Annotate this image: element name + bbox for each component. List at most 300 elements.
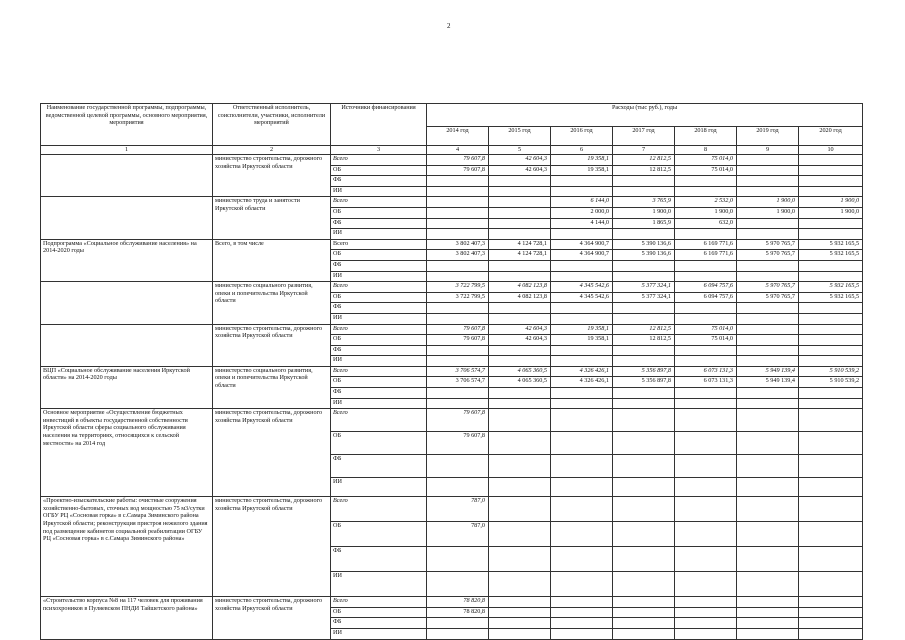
amount-cell [737,176,799,187]
source-cell: Всего [331,597,427,608]
header-year: 2019 год [737,127,799,146]
amount-cell: 5 932 165,5 [799,250,863,261]
source-cell: ОБ [331,207,427,218]
source-cell: Всего [331,366,427,377]
amount-cell [551,186,613,197]
amount-cell [551,388,613,399]
source-cell: ОБ [331,432,427,455]
program-name-cell [41,155,213,197]
amount-cell: 5 970 765,7 [737,282,799,293]
amount-cell: 1 865,9 [613,218,675,229]
source-cell: ОБ [331,522,427,547]
executor-cell: Всего, в том числе [213,239,331,281]
amount-cell [799,155,863,166]
table-row [41,239,863,250]
amount-cell [799,388,863,399]
amount-cell: 5 910 539,2 [799,366,863,377]
source-cell: ФБ [331,176,427,187]
amount-cell [799,218,863,229]
table-row [41,597,863,608]
amount-cell [799,547,863,572]
source-cell: ИИ [331,313,427,324]
amount-cell [489,388,551,399]
source-cell: ФБ [331,218,427,229]
amount-cell [427,629,489,640]
amount-cell: 78 820,8 [427,607,489,618]
amount-cell [551,313,613,324]
amount-cell [489,522,551,547]
amount-cell [675,455,737,478]
column-number: 9 [737,146,799,155]
source-cell: ОБ [331,165,427,176]
amount-cell [675,388,737,399]
amount-cell [551,597,613,608]
source-cell: ФБ [331,547,427,572]
table-row [41,497,863,522]
amount-cell: 6 073 131,3 [675,377,737,388]
amount-cell [737,303,799,314]
header-year: 2016 год [551,127,613,146]
amount-cell [427,303,489,314]
amount-cell: 19 358,1 [551,324,613,335]
amount-cell [737,522,799,547]
amount-cell [551,356,613,367]
source-cell: ИИ [331,229,427,240]
amount-cell [737,186,799,197]
amount-cell: 3 706 574,7 [427,366,489,377]
amount-cell: 5 356 897,8 [613,377,675,388]
amount-cell [675,409,737,432]
amount-cell [737,218,799,229]
amount-cell [737,324,799,335]
column-number: 8 [675,146,737,155]
amount-cell [427,547,489,572]
header-year: 2015 год [489,127,551,146]
amount-cell: 75 014,0 [675,335,737,346]
amount-cell [489,260,551,271]
table-row [41,409,863,432]
amount-cell [489,455,551,478]
amount-cell [489,497,551,522]
amount-cell [613,455,675,478]
amount-cell [489,176,551,187]
amount-cell: 75 014,0 [675,165,737,176]
amount-cell [551,522,613,547]
source-cell: ФБ [331,345,427,356]
amount-cell [737,607,799,618]
amount-cell [613,388,675,399]
source-cell: ИИ [331,629,427,640]
source-cell: Всего [331,155,427,166]
amount-cell [489,303,551,314]
program-name-cell: «Проектно-изыскательские работы: очистные сооружения хозяйственно-бытовых, сточных вод мощностью 75 м3/сутки ОГБУ РЦ «Сосновая горка» в с.Самара Зиминского района Иркутской области; реконструкция пристроя нежилого здания под размещение кабинетов социальной реабилитации ОГБУ РЦ «Сосновая горка» в с.Самара Зиминского района» [41,497,213,597]
source-cell: ФБ [331,388,427,399]
header-executor: Ответственный исполнитель, соисполнители, участники, исполнители мероприятий [213,104,331,146]
source-cell: ФБ [331,260,427,271]
amount-cell [489,229,551,240]
amount-cell: 5 390 136,6 [613,250,675,261]
program-name-cell: Основное мероприятие «Осуществление бюджетных инвестиций в объекты государственной собственности Иркутской области сферы социального обслуживания населения на территориях, относящихся к сельской местности» на 2014 год [41,409,213,497]
amount-cell [799,335,863,346]
amount-cell [799,607,863,618]
amount-cell: 5 932 165,5 [799,282,863,293]
amount-cell: 42 604,3 [489,155,551,166]
amount-cell: 3 802 407,3 [427,239,489,250]
amount-cell [489,572,551,597]
amount-cell: 79 607,8 [427,165,489,176]
amount-cell [799,345,863,356]
amount-cell [613,229,675,240]
amount-cell [427,218,489,229]
amount-cell: 4 065 360,5 [489,377,551,388]
source-cell: ОБ [331,250,427,261]
amount-cell: 5 356 897,8 [613,366,675,377]
column-number: 5 [489,146,551,155]
program-name-cell: Подпрограмма «Социальное обслуживание населения» на 2014-2020 годы [41,239,213,281]
amount-cell [613,478,675,497]
amount-cell [551,398,613,409]
amount-cell [799,303,863,314]
amount-cell [799,313,863,324]
executor-cell: министерство труда и занятости Иркутской области [213,197,331,239]
table-row [41,197,863,208]
amount-cell [613,186,675,197]
amount-cell [613,398,675,409]
amount-cell [489,218,551,229]
column-number: 2 [213,146,331,155]
amount-cell [489,398,551,409]
amount-cell [675,313,737,324]
amount-cell [427,455,489,478]
amount-cell [737,388,799,399]
amount-cell [489,478,551,497]
amount-cell [613,497,675,522]
column-number: 4 [427,146,489,155]
executor-cell: министерство социального развития, опеки и попечительства Иркутской области [213,282,331,324]
amount-cell [675,618,737,629]
amount-cell: 3 706 574,7 [427,377,489,388]
amount-cell: 6 144,0 [551,197,613,208]
source-cell: ИИ [331,186,427,197]
amount-cell [675,432,737,455]
amount-cell: 4 326 426,1 [551,377,613,388]
amount-cell: 2 532,0 [675,197,737,208]
amount-cell: 75 014,0 [675,324,737,335]
amount-cell: 1 900,0 [799,197,863,208]
amount-cell: 79 607,8 [427,324,489,335]
amount-cell [613,303,675,314]
amount-cell [737,432,799,455]
amount-cell: 5 932 165,5 [799,239,863,250]
amount-cell [427,478,489,497]
amount-cell [427,313,489,324]
amount-cell [799,260,863,271]
amount-cell [799,409,863,432]
amount-cell [799,618,863,629]
amount-cell: 1 900,0 [737,207,799,218]
amount-cell [613,260,675,271]
amount-cell [737,165,799,176]
amount-cell: 4 345 542,6 [551,282,613,293]
header-year: 2017 год [613,127,675,146]
amount-cell [427,271,489,282]
executor-cell: министерство социального развития, опеки и попечительства Иркутской области [213,366,331,408]
header-sources: Источники финансирования [331,104,427,146]
program-name-cell [41,197,213,239]
amount-cell [675,547,737,572]
table-row [41,282,863,293]
amount-cell [427,572,489,597]
executor-cell: министерство строительства, дорожного хозяйства Иркутской области [213,497,331,597]
amount-cell [489,356,551,367]
amount-cell [675,303,737,314]
amount-cell: 79 607,8 [427,155,489,166]
amount-cell [551,303,613,314]
amount-cell [675,497,737,522]
header-year: 2020 год [799,127,863,146]
amount-cell: 6 169 771,6 [675,250,737,261]
amount-cell [551,547,613,572]
amount-cell [799,597,863,608]
amount-cell [737,572,799,597]
amount-cell: 1 900,0 [675,207,737,218]
header-program-name: Наименование государственной программы, подпрограммы, ведомственной целевой программы, основного мероприятия, мероприятия [41,104,213,146]
amount-cell [613,597,675,608]
amount-cell [489,432,551,455]
amount-cell [427,176,489,187]
amount-cell: 4 082 123,8 [489,292,551,303]
amount-cell: 3 722 799,5 [427,282,489,293]
amount-cell [737,271,799,282]
amount-cell: 5 970 765,7 [737,292,799,303]
amount-cell [737,345,799,356]
amount-cell [489,186,551,197]
program-name-cell [41,324,213,366]
source-cell: ИИ [331,356,427,367]
amount-cell [551,455,613,478]
amount-cell [427,345,489,356]
amount-cell: 1 900,0 [737,197,799,208]
amount-cell: 5 932 165,5 [799,292,863,303]
amount-cell [737,629,799,640]
source-cell: Всего [331,197,427,208]
source-cell: Всего [331,324,427,335]
amount-cell [613,409,675,432]
amount-cell [551,497,613,522]
amount-cell: 3 722 799,5 [427,292,489,303]
amount-cell: 4 065 360,5 [489,366,551,377]
amount-cell [737,597,799,608]
amount-cell [613,345,675,356]
amount-cell [551,176,613,187]
source-cell: Всего [331,282,427,293]
amount-cell [799,455,863,478]
amount-cell [427,186,489,197]
amount-cell: 1 900,0 [799,207,863,218]
amount-cell [613,572,675,597]
amount-cell [799,629,863,640]
amount-cell: 42 604,3 [489,324,551,335]
amount-cell [737,497,799,522]
amount-cell [799,229,863,240]
amount-cell [675,345,737,356]
amount-cell: 5 390 136,6 [613,239,675,250]
amount-cell: 4 124 728,1 [489,239,551,250]
amount-cell: 12 812,5 [613,165,675,176]
amount-cell: 12 812,5 [613,155,675,166]
header-expenses: Расходы (тыс руб.), годы [427,104,863,127]
amount-cell [489,547,551,572]
amount-cell [613,271,675,282]
executor-cell: министерство строительства, дорожного хозяйства Иркутской области [213,324,331,366]
amount-cell: 5 910 539,2 [799,377,863,388]
budget-table [40,103,863,640]
amount-cell [737,260,799,271]
amount-cell: 5 377 324,1 [613,292,675,303]
amount-cell [427,207,489,218]
amount-cell [489,207,551,218]
amount-cell [427,229,489,240]
amount-cell [489,345,551,356]
amount-cell [799,186,863,197]
source-cell: ИИ [331,478,427,497]
amount-cell: 4 345 542,6 [551,292,613,303]
amount-cell: 5 970 765,7 [737,250,799,261]
amount-cell [799,432,863,455]
amount-cell [427,618,489,629]
amount-cell [799,572,863,597]
amount-cell: 5 377 324,1 [613,282,675,293]
amount-cell [675,522,737,547]
source-cell: Всего [331,239,427,250]
amount-cell [551,229,613,240]
amount-cell: 79 607,8 [427,335,489,346]
amount-cell [675,260,737,271]
amount-cell [799,271,863,282]
amount-cell: 787,0 [427,497,489,522]
amount-cell [489,618,551,629]
amount-cell [489,629,551,640]
amount-cell [551,345,613,356]
amount-cell [675,356,737,367]
amount-cell: 2 000,0 [551,207,613,218]
source-cell: ФБ [331,455,427,478]
amount-cell: 4 124 728,1 [489,250,551,261]
source-cell: ОБ [331,292,427,303]
amount-cell [551,618,613,629]
amount-cell [489,313,551,324]
amount-cell: 42 604,3 [489,165,551,176]
amount-cell [489,271,551,282]
amount-cell [799,356,863,367]
amount-cell [675,398,737,409]
column-number: 3 [331,146,427,155]
column-number: 6 [551,146,613,155]
amount-cell [737,409,799,432]
amount-cell [613,176,675,187]
amount-cell [551,409,613,432]
amount-cell [675,629,737,640]
amount-cell [613,432,675,455]
amount-cell: 4 082 123,8 [489,282,551,293]
table-row [41,155,863,166]
amount-cell: 6 073 131,3 [675,366,737,377]
amount-cell [675,607,737,618]
amount-cell [427,356,489,367]
amount-cell [675,176,737,187]
amount-cell [799,398,863,409]
amount-cell [551,260,613,271]
amount-cell [737,356,799,367]
column-number: 7 [613,146,675,155]
amount-cell [613,629,675,640]
amount-cell: 78 820,8 [427,597,489,608]
amount-cell [799,176,863,187]
amount-cell: 4 144,0 [551,218,613,229]
amount-cell [613,313,675,324]
amount-cell [427,398,489,409]
amount-cell [551,271,613,282]
source-cell: ИИ [331,572,427,597]
amount-cell [675,478,737,497]
amount-cell: 4 364 900,7 [551,250,613,261]
amount-cell: 6 169 771,6 [675,239,737,250]
amount-cell: 1 900,0 [613,207,675,218]
amount-cell [737,478,799,497]
amount-cell: 79 607,8 [427,432,489,455]
executor-cell: министерство строительства, дорожного хозяйства Иркутской области [213,155,331,197]
amount-cell [551,629,613,640]
amount-cell [551,607,613,618]
amount-cell [737,398,799,409]
source-cell: ИИ [331,271,427,282]
amount-cell [675,229,737,240]
amount-cell [675,597,737,608]
amount-cell [489,607,551,618]
amount-cell [551,432,613,455]
source-cell: ОБ [331,607,427,618]
amount-cell: 3 765,9 [613,197,675,208]
amount-cell [489,409,551,432]
amount-cell [675,186,737,197]
amount-cell [427,388,489,399]
amount-cell: 787,0 [427,522,489,547]
amount-cell [737,313,799,324]
column-number: 1 [41,146,213,155]
executor-cell: министерство строительства, дорожного хозяйства Иркутской области [213,409,331,497]
source-cell: ФБ [331,303,427,314]
amount-cell [613,618,675,629]
amount-cell: 5 970 765,7 [737,239,799,250]
amount-cell: 632,0 [675,218,737,229]
amount-cell: 19 358,1 [551,155,613,166]
amount-cell [613,356,675,367]
amount-cell [737,335,799,346]
header-year: 2018 год [675,127,737,146]
amount-cell: 4 326 426,1 [551,366,613,377]
program-name-cell: «Строительство корпуса №8 на 117 человек для проживания психохроников в Пуляевском ПНДИ Тайшетского района» [41,597,213,639]
amount-cell [737,155,799,166]
amount-cell [613,547,675,572]
amount-cell [799,165,863,176]
source-cell: ФБ [331,618,427,629]
source-cell: ИИ [331,398,427,409]
amount-cell [737,618,799,629]
amount-cell: 19 358,1 [551,335,613,346]
amount-cell: 5 949 139,4 [737,377,799,388]
amount-cell: 3 802 407,3 [427,250,489,261]
amount-cell: 6 094 757,6 [675,292,737,303]
